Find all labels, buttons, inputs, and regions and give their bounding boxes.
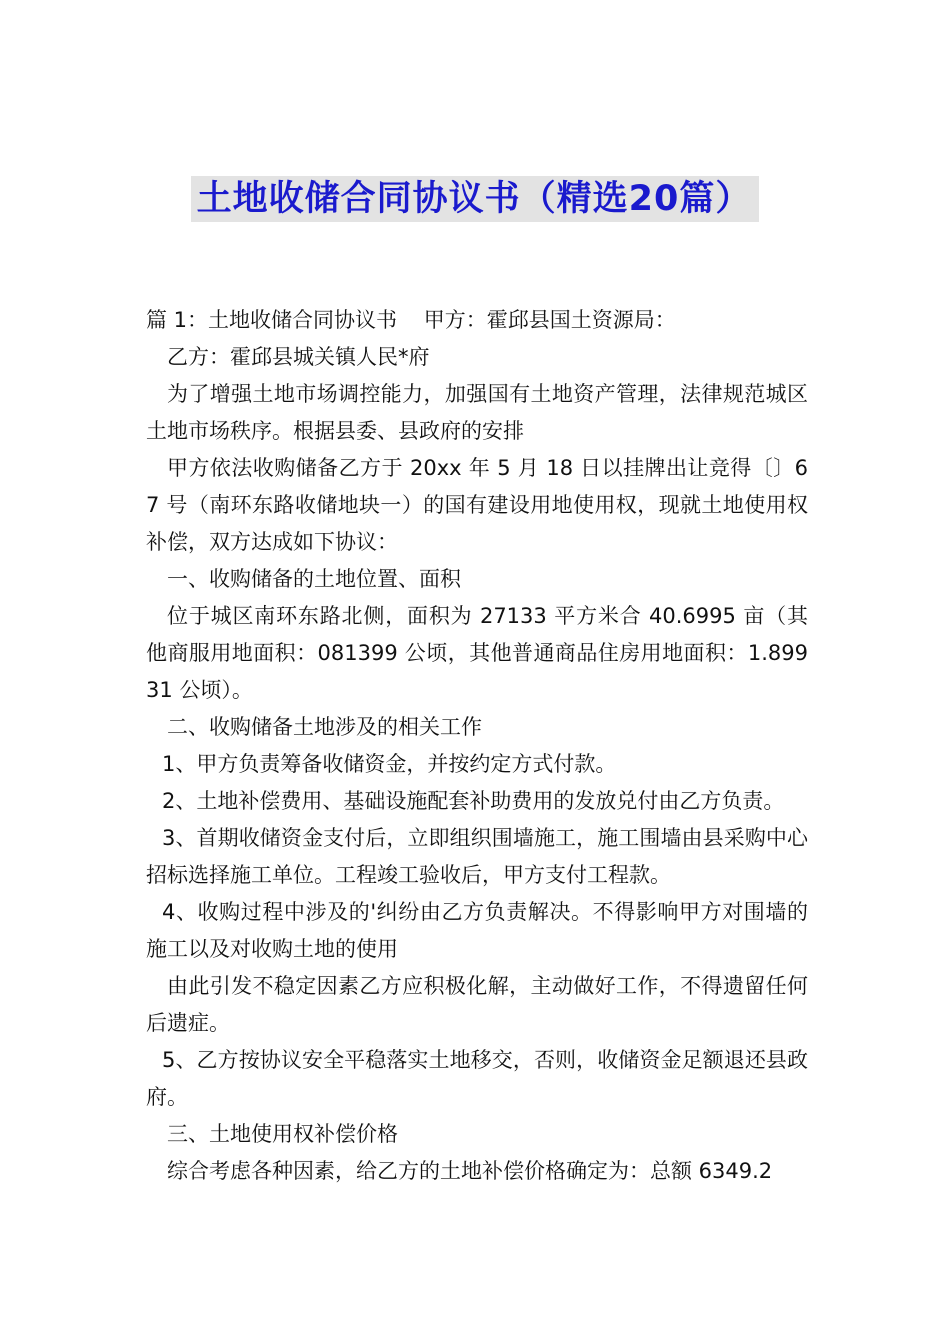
section-heading-related-work: 二、收购储备土地涉及的相关工作 (167, 715, 482, 739)
paragraph-acquisition: 甲方依法收购储备乙方于 20xx 年 5 月 18 日以挂牌出让竞得〔〕67 号（南环东路收储地块一）的国有建设用地使用权，现就土地使用权补偿，双方达成如下协议： (146, 456, 808, 554)
paragraph-party-b: 乙方：霍邱县城关镇人民*府 (167, 345, 430, 369)
paragraph-price: 综合考虑各种因素，给乙方的土地补偿价格确定为：总额 6349.2 (167, 1159, 773, 1183)
document-body (146, 302, 808, 1190)
title-block (0, 176, 950, 222)
paragraph-item-1: 1、甲方负责筹备收储资金，并按约定方式付款。 (162, 752, 617, 776)
paragraph-item-2: 2、土地补偿费用、基础设施配套补助费用的发放兑付由乙方负责。 (162, 789, 785, 813)
paragraph-item-4: 4、收购过程中涉及的'纠纷由乙方负责解决。不得影响甲方对围墙的施工以及对收购土地的使用 (146, 900, 808, 961)
paragraph-purpose: 为了增强土地市场调控能力，加强国有土地资产管理，法律规范城区土地市场秩序。根据县委、县政府的安排 (146, 382, 808, 443)
section-heading-price: 三、土地使用权补偿价格 (167, 1122, 398, 1146)
paragraph-item-5: 5、乙方按协议安全平稳落实土地移交，否则，收储资金足额退还县政府。 (146, 1048, 808, 1109)
document-title: 土地收储合同协议书（精选20篇） (191, 176, 760, 222)
paragraph-item-4-continued: 由此引发不稳定因素乙方应积极化解，主动做好工作，不得遗留任何后遗症。 (146, 974, 808, 1035)
section-heading-location: 一、收购储备的土地位置、面积 (167, 567, 461, 591)
paragraph-chapter-heading: 篇 1：土地收储合同协议书 甲方：霍邱县国土资源局： (146, 308, 676, 332)
paragraph-item-3: 3、首期收储资金支付后，立即组织围墙施工，施工围墙由县采购中心招标选择施工单位。工程竣工验收后，甲方支付工程款。 (146, 826, 808, 887)
paragraph-location-area: 位于城区南环东路北侧，面积为 27133 平方米合 40.6995 亩（其他商服用地面积：081399 公顷，其他普通商品住房用地面积：1.89931 公顷）。 (146, 604, 808, 702)
